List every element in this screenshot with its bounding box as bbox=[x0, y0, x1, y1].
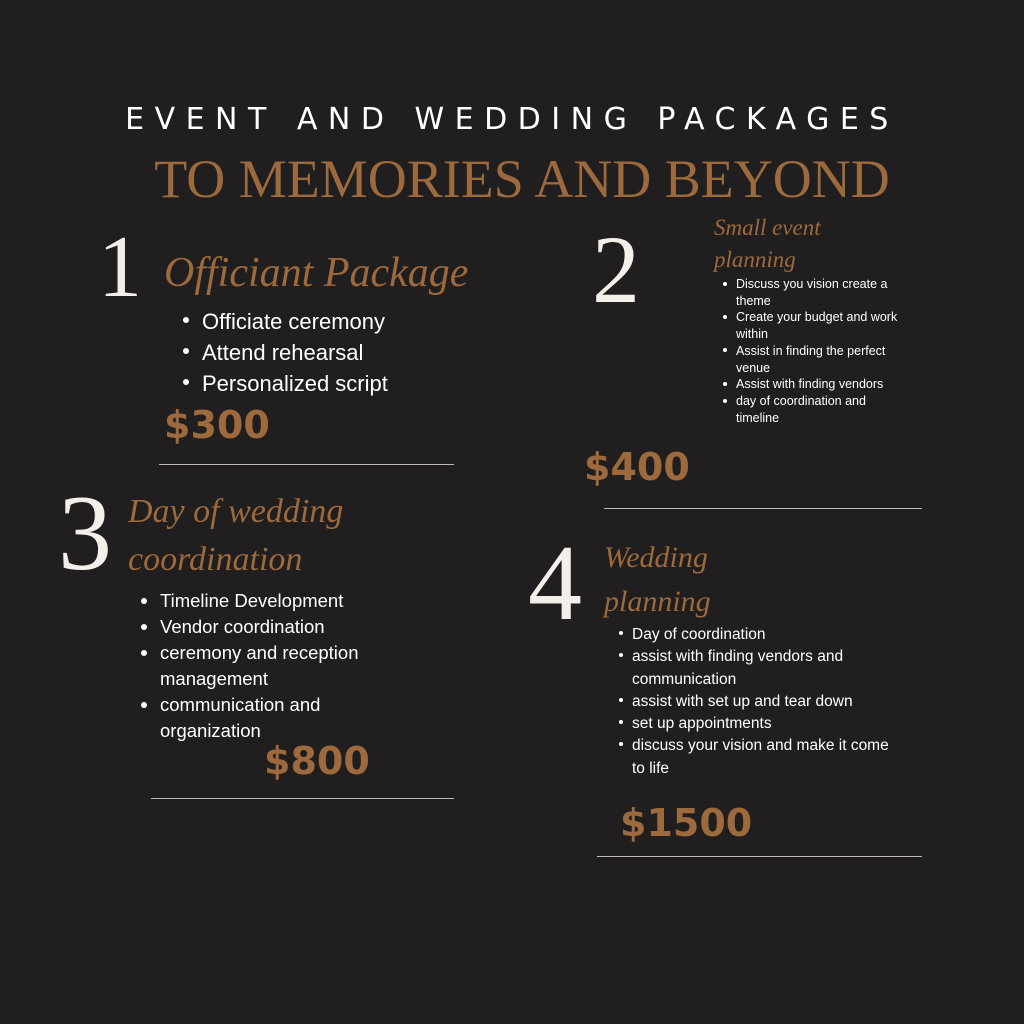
package-3-title-line: Day of wedding bbox=[128, 493, 344, 530]
feature-item: communication and organization bbox=[160, 692, 422, 744]
package-3-title-line: coordination bbox=[128, 541, 303, 578]
feature-item: Discuss you vision create a theme bbox=[736, 276, 906, 309]
feature-item: assist with finding vendors and communication bbox=[632, 646, 890, 691]
feature-item: discuss your vision and make it come to life bbox=[632, 735, 890, 780]
package-4-title-line: Wedding bbox=[604, 541, 708, 574]
package-1-title: Officiant Package bbox=[164, 250, 469, 296]
package-4-title-line: planning bbox=[604, 585, 711, 618]
feature-item: ceremony and reception management bbox=[160, 640, 422, 692]
feature-item: Timeline Development bbox=[160, 588, 422, 614]
package-3-price: $800 bbox=[264, 739, 370, 783]
package-2-divider bbox=[604, 508, 922, 509]
eyebrow-heading: EVENT AND WEDDING PACKAGES bbox=[125, 102, 899, 137]
feature-item: Vendor coordination bbox=[160, 614, 422, 640]
package-3-title bbox=[128, 488, 343, 584]
feature-item: Attend rehearsal bbox=[202, 337, 502, 368]
package-1-price: $300 bbox=[164, 403, 270, 447]
package-3-number: 3 bbox=[58, 474, 112, 593]
package-2-title bbox=[714, 212, 821, 276]
package-4-number: 4 bbox=[528, 524, 582, 643]
package-4-title bbox=[604, 536, 711, 624]
package-3-features bbox=[160, 588, 422, 744]
feature-item: Assist in finding the perfect venue bbox=[736, 343, 906, 376]
feature-item: Personalized script bbox=[202, 368, 502, 399]
package-1-number: 1 bbox=[98, 219, 142, 316]
feature-item: assist with set up and tear down bbox=[632, 691, 890, 713]
package-1-features bbox=[202, 306, 502, 399]
page-headline: TO MEMORIES AND BEYOND bbox=[154, 149, 890, 209]
feature-item: Create your budget and work within bbox=[736, 309, 906, 342]
package-2-price: $400 bbox=[584, 445, 690, 489]
package-3-divider bbox=[151, 798, 454, 799]
package-4-features bbox=[632, 624, 890, 780]
package-1-divider bbox=[159, 464, 454, 465]
package-2-features bbox=[736, 276, 906, 426]
package-4-price: $1500 bbox=[620, 801, 753, 845]
package-2-number: 2 bbox=[592, 216, 640, 323]
feature-item: Officiate ceremony bbox=[202, 306, 502, 337]
feature-item: Day of coordination bbox=[632, 624, 890, 646]
package-4-divider bbox=[597, 856, 922, 857]
feature-item: Assist with finding vendors bbox=[736, 376, 906, 393]
feature-item: set up appointments bbox=[632, 713, 890, 735]
package-2-title-line: Small event bbox=[714, 215, 821, 240]
package-2-title-line: planning bbox=[714, 247, 796, 272]
feature-item: day of coordination and timeline bbox=[736, 393, 906, 426]
